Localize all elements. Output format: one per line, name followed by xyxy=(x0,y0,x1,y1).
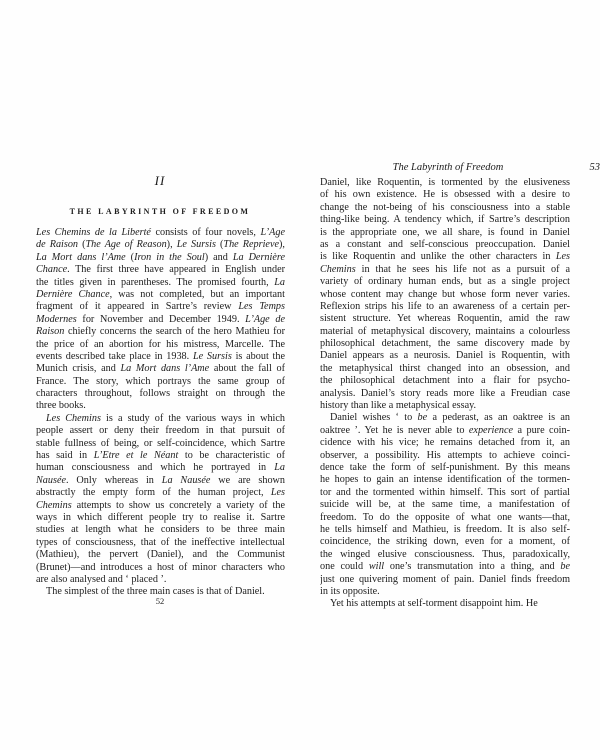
text-line: the metaphysical thirst changed into an obsession, and xyxy=(320,362,570,374)
text-line: ways in which different people try to realise it. Sartre xyxy=(36,511,285,523)
text-line: just one quivering moment of pain. Daniel finds freedom xyxy=(320,573,570,585)
text-line: The simplest of the three main cases is that of Daniel. xyxy=(46,586,265,598)
page-number-right: 53 xyxy=(589,162,600,173)
text-line: analysis. Daniel’s story reads more like a Freudian case xyxy=(320,387,570,399)
text-line: whose content may change but whose form never varies. xyxy=(320,288,570,300)
text-line: France. The story, which portrays the same group of xyxy=(36,375,285,387)
text-line: is like Roquentin and unlike the other characters in Les xyxy=(320,251,570,263)
text-line: Yet his attempts at self-torment disappoint him. He xyxy=(330,598,538,610)
text-line: the winged elusive consciousness. Thus, paradoxically, xyxy=(320,548,570,560)
text-line: Daniel, like Roquentin, is tormented by the elusiveness xyxy=(320,177,570,188)
chapter-number: II xyxy=(154,173,166,188)
text-line: La Mort dans l’Ame (Iron in the Soul) and La Dernière xyxy=(36,251,285,263)
text-line: stable fullness of being, or self-coincidence, which Sartre xyxy=(36,437,285,449)
text-line: the titles given in parentheses. The promised fourth, La xyxy=(36,276,285,288)
running-head xyxy=(318,162,600,176)
text-line: people assert or deny their freedom in that pursuit of xyxy=(36,425,285,437)
right-page-text xyxy=(320,177,570,611)
text-line: Reflexion strips his life to an awareness of a certain per- xyxy=(320,300,570,312)
text-line: dence take the form of self-punishment. By this means xyxy=(320,461,570,473)
text-line: sistent structure. Yet whereas Roquentin, amid the raw xyxy=(320,313,570,325)
text-line: suicide will be, at the same time, a manifestation of xyxy=(320,499,570,511)
text-line: tor and the tormented within himself. This sort of partial xyxy=(320,486,570,498)
text-line: as a constant and self-conscious preoccupation. Daniel xyxy=(320,238,570,250)
text-line: Modernes for November and December 1949. L’Age de xyxy=(36,313,285,325)
text-line: Daniel wishes ‘ to be a pederast, as an oaktree is an xyxy=(330,412,570,424)
text-line: in its opposite. xyxy=(320,585,380,597)
text-line: Les Chemins de la Liberté consists of four novels, L’Age xyxy=(36,227,285,238)
text-line: abstractly the empty form of the human project, Les xyxy=(36,487,285,499)
text-line: fragment of it appeared in Sartre’s review Les Temps xyxy=(36,301,285,313)
text-line: Chemins in that he sees his life not as a pursuit of a xyxy=(320,263,570,275)
text-line: the price of an abortion for his mistress, Marcelle. The xyxy=(36,338,285,350)
text-line: history than like a metaphysical essay. xyxy=(320,400,477,412)
text-line: Daniel appears as a neurosis. Daniel is Roquentin, with xyxy=(320,350,570,362)
text-line: events described take place in 1938. Le Sursis is about the xyxy=(36,350,285,362)
text-line: the philosophical detachment into a flair for psycho- xyxy=(320,375,570,387)
text-line: change the not-being of his consciousness into a stable xyxy=(320,201,570,213)
text-line: types of consciousness, that of the ineffective intellectual xyxy=(36,536,285,548)
text-line: studies at length what he considers to be three main xyxy=(36,524,285,536)
text-line: (Mathieu), the pervert (Daniel), and the Communist xyxy=(36,549,285,561)
text-line: de Raison (The Age of Reason), Le Sursis (The Reprieve), xyxy=(36,239,285,251)
text-line: of his own existence. He is obsessed with a desire to xyxy=(320,189,570,201)
text-line: three books. xyxy=(36,400,86,412)
text-line: Dernière Chance, was not completed, but an important xyxy=(36,288,285,300)
running-title: The Labyrinth of Freedom xyxy=(392,162,504,173)
chapter-title: THE LABYRINTH OF FREEDOM xyxy=(69,207,251,216)
text-line: Chance. The first three have appeared in English under xyxy=(36,264,285,276)
text-line: thing-like being. A tendency which, if Sartre’s description xyxy=(320,214,570,226)
text-line: he tells himself and Mathieu, is freedom. It is also self- xyxy=(320,523,570,535)
text-line: are also analysed and ‘ placed ’. xyxy=(36,573,167,585)
text-line: characters throughout, follows straight on through the xyxy=(36,388,285,400)
text-line: human consciousness and which he portrayed in La xyxy=(36,462,285,474)
text-line: (Brunet)—and introduces a host of minor characters who xyxy=(36,561,285,573)
text-line: Les Chemins is a study of the various ways in which xyxy=(46,412,285,424)
text-line: one could will one’s transmutation into a thing, and be xyxy=(320,561,570,573)
text-line: Chemins attempts to show us concretely a variety of the xyxy=(36,499,285,511)
text-line: oaktree ’. Yet he is never able to experience a pure coin- xyxy=(320,424,570,436)
text-line: Nausée. Only whereas in La Nausée we are shown xyxy=(36,474,285,486)
text-line: cidence with his vice; he remains detached from it, an xyxy=(320,437,570,449)
text-line: observer, a possibility. His attempts to achieve coinci- xyxy=(320,449,570,461)
left-page-text xyxy=(36,227,285,599)
text-line: freedom. To do the opposite of what one wants—that, xyxy=(320,511,570,523)
text-line: variety of ordinary human ends, but as a single project xyxy=(320,276,570,288)
page-number-left: 52 xyxy=(155,596,165,606)
text-line: coincidence, the striking down, even for a moment, of xyxy=(320,536,570,548)
text-line: he hopes to gain an intense identification of the tormen- xyxy=(320,474,570,486)
text-line: philosophical detachment, the same discovery made by xyxy=(320,338,570,350)
text-line: Raison chiefly concerns the search of the hero Mathieu for xyxy=(36,326,285,338)
text-line: is the appropriate one, we all share, is found in Daniel xyxy=(320,226,570,238)
text-line: Munich crisis, and La Mort dans l’Ame about the fall of xyxy=(36,363,285,375)
text-line: material of metaphysical discovery, maintains a colourless xyxy=(320,325,570,337)
text-line: has said in L’Etre et le Néant to be characteristic of xyxy=(36,450,285,462)
